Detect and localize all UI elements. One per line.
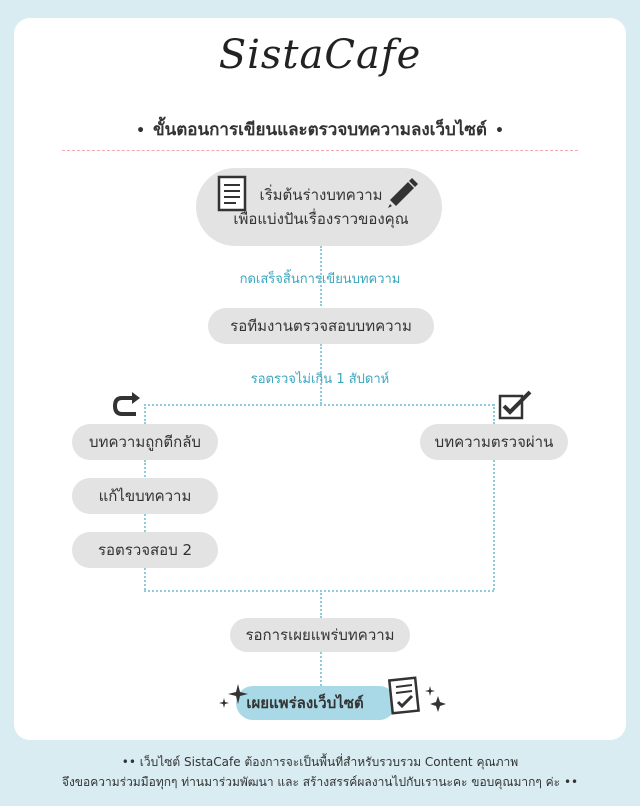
note-wait-time: รอตรวจไม่เกิน 1 สัปดาห์ [250, 372, 390, 387]
connector-publishwait-publish [320, 652, 322, 686]
pencil-icon [384, 176, 418, 210]
connector-merge-publishwait [320, 590, 322, 618]
connector-passed-merge [493, 460, 495, 590]
step-passed-label: บทความตรวจผ่าน [434, 433, 554, 451]
footer-marks-right: •• [563, 775, 579, 789]
footer-note [0, 752, 640, 792]
divider [62, 150, 578, 151]
undo-arrow-icon [112, 392, 142, 420]
title-text: ขั้นตอนการเขียนและตรวจบทความลงเว็บไซต์ [153, 120, 487, 140]
connector-merge [144, 590, 494, 592]
step-wait-review-label: รอทีมงานตรวจสอบบทความ [230, 317, 412, 335]
step-passed [420, 424, 568, 460]
step-publish-label: เผยแพร่ลงเว็บไซต์ [246, 694, 364, 712]
document-icon [216, 174, 250, 214]
footer-line2-text: จึงขอความร่วมมือทุกๆ ท่านมาร่วมพัฒนา และ สร้างสรรค์ผลงานไปกับเรานะคะ ขอบคุณมากๆ ค่ะ [61, 775, 561, 789]
connector-split [144, 404, 494, 406]
step-wait-review [208, 308, 434, 344]
connector-rejected-edit [144, 460, 146, 480]
step-rejected [72, 424, 218, 460]
step-rejected-label: บทความถูกตีกลับ [89, 433, 201, 451]
step-edit [72, 478, 218, 514]
step-start-line1: เริ่มต้นร่างบทความ [259, 186, 383, 204]
connector-right-drop [493, 404, 495, 424]
title-bullet-right: • [494, 123, 504, 139]
title-bullet-left: • [136, 123, 146, 139]
step-wait-publish [230, 618, 410, 652]
connector-recheck-merge [144, 568, 146, 590]
note-finish-writing: กดเสร็จสิ้นการเขียนบทความ [239, 272, 401, 287]
step-start-line2: เพื่อแบ่งปันเรื่องราวของคุณ [233, 210, 409, 228]
footer-marks-left: •• [121, 755, 136, 769]
footer-line2 [0, 772, 640, 792]
step-publish [236, 686, 396, 720]
checkbox-icon [498, 390, 534, 420]
footer-line1 [0, 752, 640, 772]
brand-logo: SistaCafe [218, 32, 422, 78]
connector-edit-recheck [144, 514, 146, 532]
step-wait-publish-label: รอการเผยแพร่บทความ [245, 626, 395, 644]
sparkle-icon [218, 682, 248, 712]
page-title [0, 116, 640, 143]
step-recheck [72, 532, 218, 568]
footer-line1-text: เว็บไซต์ SistaCafe ต้องการจะเป็นพื้นที่สำหรับรวบรวม Content คุณภาพ [139, 755, 519, 769]
checklist-icon [388, 676, 422, 716]
step-edit-label: แก้ไขบทความ [98, 487, 192, 505]
sparkle-icon [424, 684, 448, 714]
step-recheck-label: รอตรวจสอบ 2 [97, 541, 193, 559]
connector-left-drop [144, 404, 146, 424]
